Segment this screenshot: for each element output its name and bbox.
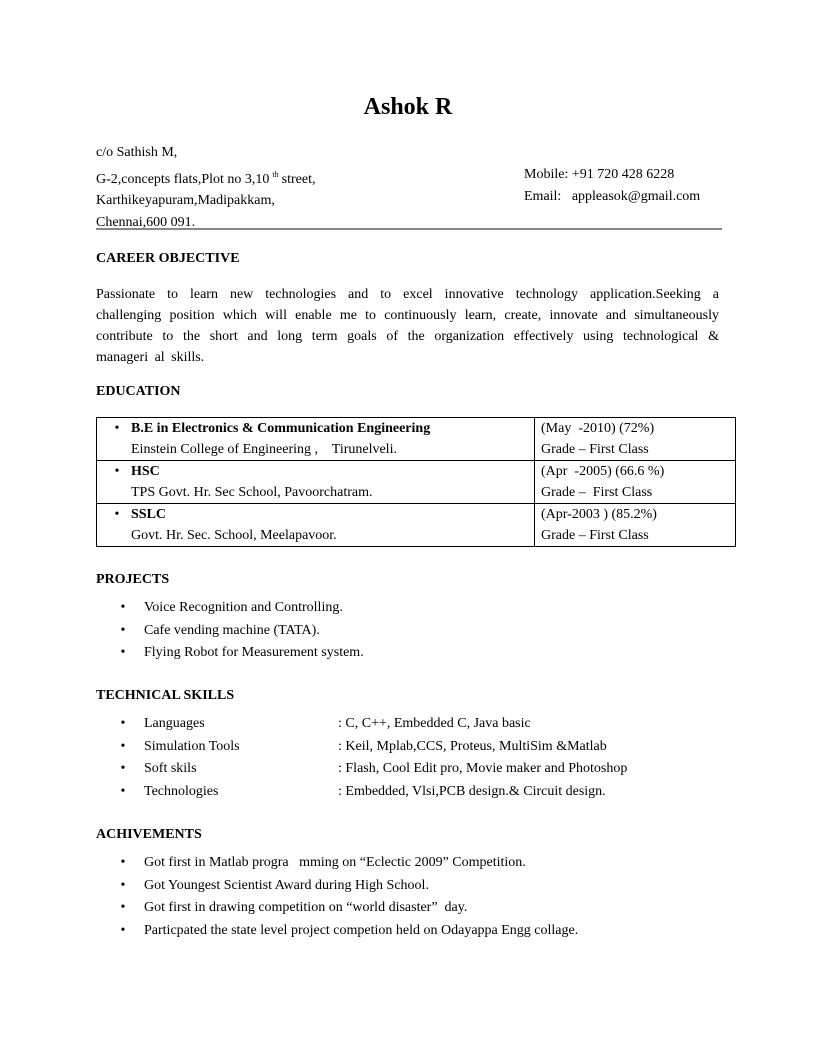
address-block [96, 142, 315, 233]
institution-name: Einstein College of Engineering , Tirunelveli. [131, 442, 397, 457]
institution-name: Govt. Hr. Sec. School, Meelapavoor. [131, 528, 337, 543]
list-item: • Got first in drawing competition on “world disaster” day. [96, 897, 578, 920]
list-item: • Voice Recognition and Controlling. [96, 597, 364, 620]
career-objective-text: Passionate to learn new technologies and to excel innovative technology application.Seeking a challenging position which will enable me to continuously learn, create, innovate and simultaneously contribute to the short and long term goals of the organization effectively using technological & manageri al skills. [96, 287, 719, 365]
degree-name: B.E in Electronics & Communication Engineering [131, 421, 431, 436]
bullet-icon: • [120, 716, 126, 731]
bullet-icon: • [120, 622, 126, 638]
bullet-icon: • [120, 855, 126, 870]
technical-skills-heading: TECHNICAL SKILLS [96, 688, 235, 703]
bullet-icon: • [120, 900, 126, 916]
projects-heading: PROJECTS [96, 572, 170, 587]
bullet-icon: • [120, 877, 126, 893]
education-table [96, 417, 736, 547]
list-item [96, 736, 627, 759]
table-row [97, 461, 736, 504]
degree-name: SSLC [131, 507, 167, 522]
address-line-2: G-2,concepts flats,Plot no 3,10 $^{th}$ street, [96, 169, 316, 187]
address-line-1: c/o Sathish M, [96, 145, 178, 160]
list-item: • Cafe vending machine (TATA). [96, 620, 364, 643]
degree-name: HSC [131, 464, 160, 479]
career-objective-heading: CAREER OBJECTIVE [96, 251, 240, 266]
education-grade: Grade – First Class [541, 442, 649, 457]
bullet-icon: • [120, 761, 126, 777]
education-period: (Apr-2003 ) (85.2%) [541, 507, 657, 522]
bullet-icon: • [114, 464, 120, 479]
education-period: (Apr -2005) (66.6 %) [541, 464, 665, 479]
list-item: • Got Youngest Scientist Award during High School. [96, 875, 578, 898]
skill-label: Soft skils [144, 761, 197, 777]
skill-value: : Flash, Cool Edit pro, Movie maker and Photoshop [338, 761, 628, 777]
education-heading: EDUCATION [96, 384, 181, 399]
achievements-heading: ACHIVEMENTS [96, 827, 202, 842]
list-item: • Got first in Matlab progra mming on “Eclectic 2009” Competition. [96, 852, 578, 875]
address-line-4: Chennai,600 091. [96, 214, 196, 230]
bullet-icon: • [120, 784, 126, 800]
education-period: (May -2010) (72%) [541, 421, 655, 436]
list-item: • Flying Robot for Measurement system. [96, 642, 364, 665]
address-line-3: Karthikeyapuram,Madipakkam, [96, 193, 275, 208]
mobile-number: Mobile: +91 720 428 6228 [524, 167, 675, 182]
education-grade: Grade – First Class [541, 485, 653, 500]
list-item [96, 781, 627, 804]
bullet-icon: • [120, 600, 126, 615]
bullet-icon: • [120, 645, 126, 661]
list-item: • Particpated the state level project competion held on Odayappa Engg collage. [96, 920, 578, 943]
email-address: Email: appleasok@gmail.com [524, 188, 701, 204]
skill-label: Languages [144, 716, 205, 731]
list-item [96, 713, 627, 736]
projects-list [96, 597, 364, 665]
technical-skills-list [96, 713, 627, 804]
achievements-list [96, 852, 578, 943]
bullet-icon: • [114, 507, 120, 522]
skill-value: : C, C++, Embedded C, Java basic [338, 716, 531, 731]
bullet-icon: • [120, 923, 126, 939]
table-row [97, 504, 736, 547]
header-divider [96, 228, 722, 230]
list-item [96, 758, 627, 781]
candidate-name: Ashok R [363, 94, 453, 120]
bullet-icon: • [120, 738, 126, 754]
contact-block [524, 164, 700, 207]
skill-value: : Embedded, Vlsi,PCB design.& Circuit design. [338, 784, 606, 800]
table-row [97, 418, 736, 461]
skill-label: Technologies [144, 784, 219, 800]
bullet-icon: • [114, 421, 120, 436]
skill-label: Simulation Tools [144, 738, 240, 754]
education-grade: Grade – First Class [541, 528, 649, 543]
skill-value: : Keil, Mplab,CCS, Proteus, MultiSim &Matlab [338, 738, 607, 754]
institution-name: TPS Govt. Hr. Sec School, Pavoorchatram. [131, 485, 373, 500]
